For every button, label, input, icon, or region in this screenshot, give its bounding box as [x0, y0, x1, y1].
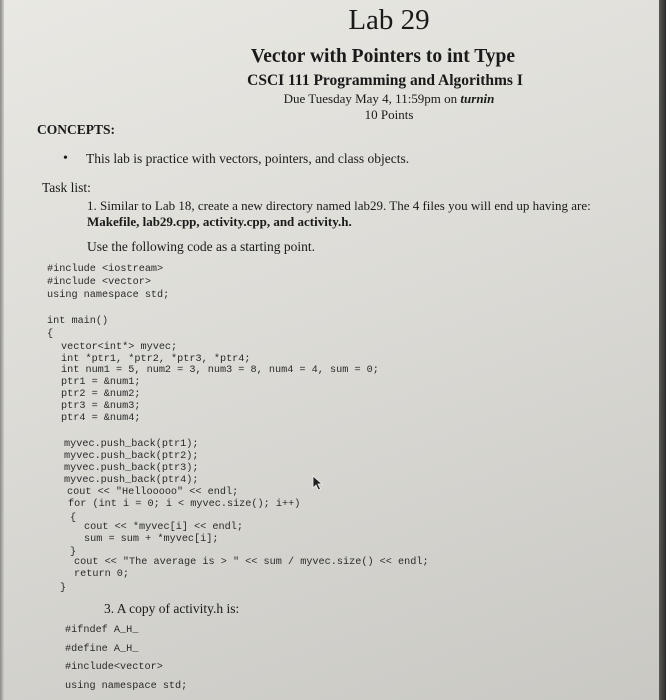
- code-line: cout << "Hellooooo" << endl;: [67, 487, 239, 498]
- code-line: #ifndef A_H_: [65, 625, 139, 636]
- code-line: myvec.push_back(ptr2);: [64, 451, 199, 462]
- code-line: #include <iostream>: [47, 264, 164, 275]
- code-line: sum = sum + *myvec[i];: [84, 534, 219, 545]
- code-line: int *ptr1, *ptr2, *ptr3, *ptr4;: [61, 354, 251, 365]
- lab-title: Lab 29: [348, 4, 430, 36]
- lab-subtitle: Vector with Pointers to int Type: [250, 46, 516, 67]
- code-line: cout << "The average is > " << sum / myvec.size() << endl;: [74, 557, 429, 568]
- code-line: ptr1 = &num1;: [61, 377, 141, 388]
- code-line: myvec.push_back(ptr3);: [64, 463, 199, 474]
- code-line: myvec.push_back(ptr4);: [64, 475, 199, 486]
- code-line: #include<vector>: [65, 662, 163, 673]
- concepts-heading: CONCEPTS:: [37, 122, 116, 137]
- task-item-1-files: Makefile, lab29.cpp, activity.cpp, and activity.h.: [87, 214, 352, 229]
- due-date: [56, 91, 666, 107]
- course-name: CSCI 111 Programming and Algorithms I: [247, 72, 523, 89]
- code-line: int num1 = 5, num2 = 3, num3 = 8, num4 = 4, sum = 0;: [61, 365, 379, 376]
- bullet-icon: •: [63, 151, 68, 166]
- code-line: ptr4 = &num4;: [61, 413, 141, 424]
- code-line: using namespace std;: [65, 681, 188, 692]
- concepts-bullet: This lab is practice with vectors, pointers, and class objects.: [86, 151, 410, 166]
- points: 10 Points: [364, 107, 414, 122]
- code-line: #include <vector>: [47, 277, 151, 288]
- code-line: ptr2 = &num2;: [61, 389, 141, 400]
- task-item-3: 3. A copy of activity.h is:: [104, 601, 240, 616]
- code-line: return 0;: [74, 569, 130, 580]
- due-date-text: Due Tuesday May 4, 11:59pm on: [283, 91, 461, 106]
- code-line: }: [60, 583, 67, 594]
- page-edge-left: [0, 0, 4, 700]
- code-line: vector<int*> myvec;: [61, 342, 178, 353]
- code-line: myvec.push_back(ptr1);: [64, 439, 199, 450]
- code-line: cout << *myvec[i] << endl;: [84, 522, 243, 533]
- code-line: {: [70, 513, 77, 524]
- code-line: for (int i = 0; i < myvec.size(); i++): [68, 499, 301, 510]
- due-method: turnin: [460, 91, 495, 106]
- code-line: using namespace std;: [47, 290, 170, 301]
- code-line: ptr3 = &num3;: [61, 401, 141, 412]
- code-line: }: [70, 547, 77, 558]
- task-list-heading: Task list:: [42, 180, 91, 195]
- code-line: int main(): [47, 316, 109, 327]
- use-code-instruction: Use the following code as a starting point.: [87, 239, 315, 254]
- task-item-1-line1: 1. Similar to Lab 18, create a new directory named lab29. The 4 files you will end up having are:: [87, 198, 591, 213]
- mouse-cursor-icon: [312, 475, 324, 491]
- code-line: #define A_H_: [65, 644, 139, 655]
- code-line: {: [47, 329, 54, 340]
